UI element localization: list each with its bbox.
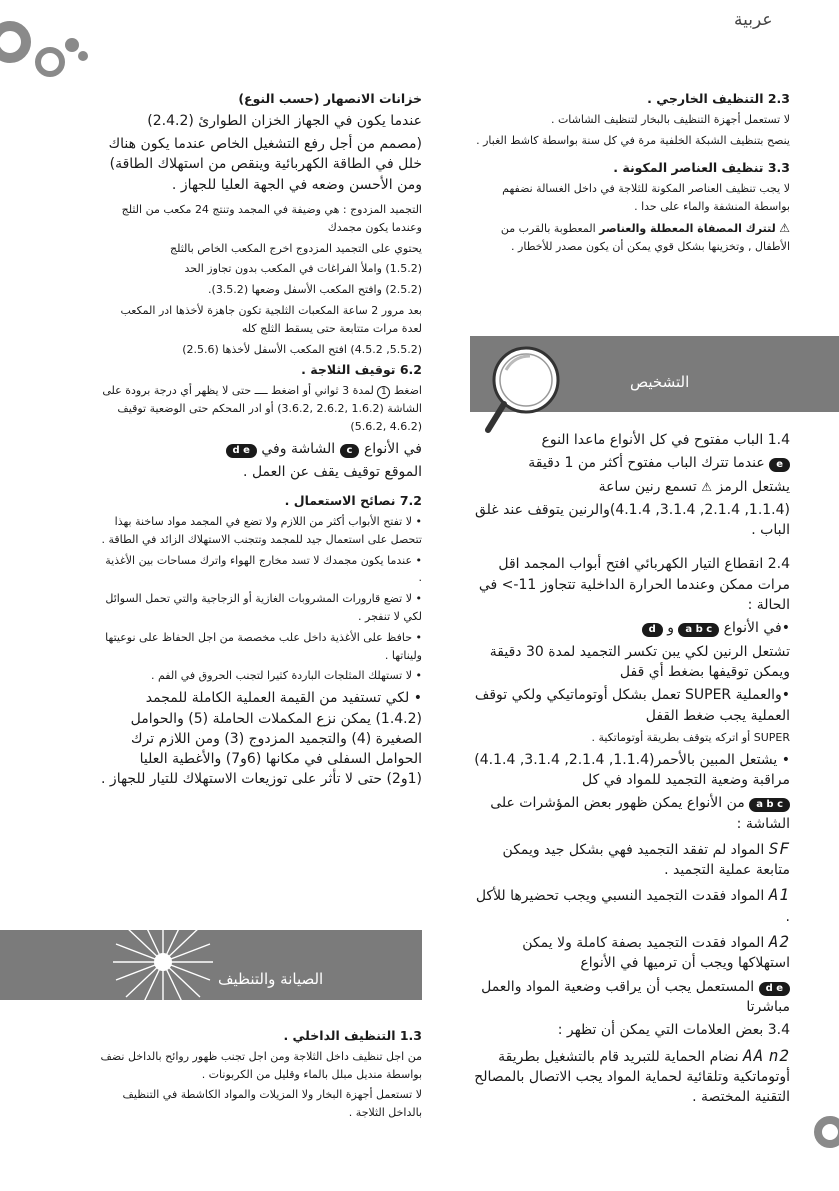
outer-cleaning-paragraph-1: لا تستعمل أجهزة التنظيف بالبخار لتنظيف الشاشات . [550, 112, 790, 126]
power-cut-types-label: •في الأنواع [723, 620, 790, 637]
type-e-badge-icon: e [769, 458, 790, 472]
stop-paragraph-2 [100, 439, 422, 459]
power-cut-bullet-2: •والعملية SUPER تعمل بشكل أوتوماتيكي ولكي توقف العملية يجب ضغط القفل [474, 687, 790, 724]
type-abc-badge-icon: a b c [678, 623, 719, 637]
inner-cleaning-paragraph-2: لا تستعمل أجهزة البخار ولا المزيلات والمواد الكاشطة في التنظيف بالداخل الثلاجة . [122, 1088, 422, 1120]
signs-codes-row [470, 1044, 790, 1108]
diagnosis-block [470, 430, 790, 1110]
tips-item-6: • لكي تستفيد من القيمة العملية الكاملة للمجمد (1.4.2) يمكن نزع المكملات الحاملة (5) والحوامل الصغيرة (4) والتجميد المزدوج (3) ومن اللازم ترك الحوامل السفلى في مكانها (6و7) والأغطية العليا (1و2) حتى لا تأثر على توزيعات الاستهلاك للتيار للجهاز . [101, 690, 422, 788]
ice-paragraph-5: بعد مرور 2 ساعة المكعبات الثلجية تكون جاهزة لأخذها ادر المكعب لعدة مرات متتابعة حتى يسقط الثلج كله [120, 304, 422, 335]
stop-press-label: اضغط [393, 384, 422, 398]
code-a2-row [470, 930, 790, 974]
tips-item-2: • عندما يكون مجمدك لا تسد مخارج الهواء واترك مساحات بين الأغذية . [105, 553, 422, 585]
inner-cleaning-paragraph-1: من اجل تنظيف داخل الثلاجة ومن اجل تجنب ظهور روائح بالداخل نضف بواسطة منديل مبلل بالماء وقليل من الكربونات . [100, 1049, 422, 1081]
code-n2-icon: n2 [768, 1045, 790, 1065]
stop-press-text: لمدة 3 ثواني أو اضغط ــــ حتى لا يظهر أي درجة برودة على الشاشة (1.6.2 ,2.6.2 ,3.6.2) أو ادر المحكم حتى الوضعية توقيف (4.6.2 ,5.6.2) [102, 384, 422, 433]
power-cut-and: و [667, 620, 674, 637]
tips-heading: 7.2 نصائح الاستعمال . [284, 493, 422, 509]
power-cut-bullet-3: SUPER أو اتركه يتوقف بطريقة أوتوماتكية . [591, 730, 790, 744]
tips-item-5: • لا تستهلك المثلجات الباردة كثيرا لتجنب الحروق في الفم . [150, 669, 422, 683]
type-d-badge-icon: d [642, 623, 663, 637]
code-a1-icon: A1 [768, 885, 790, 905]
warning-block [470, 219, 790, 256]
stop-paragraph-3: الموقع توقيف يقف عن العمل . [243, 463, 422, 480]
signs-protection-text: نضام الحماية للتبريد قام بالتشغيل بطريقة أوتوماتكية وتلقائية لحماية المواد يجب الاتصال بالمصالح التقنية المختصة . [474, 1048, 790, 1106]
outer-cleaning-paragraph-2: ينصح بتنظيف الشبكة الخلفية مرة في كل سنة بواسطة كاشط الغبار . [476, 133, 790, 147]
decorative-circles-icon [0, 12, 95, 92]
door-open-symbol-label: يشتعل الرمز [716, 478, 790, 495]
tanks-heading: خزانات الانصهار (حسب النوع) [238, 91, 422, 106]
tanks-paragraph-2: (مصمم من أجل رفع التشغيل الخاص عندما يكون هناك خلل في الطاقة الكهربائية وينقص من استهلاك الطاقة) ومن الأحسن وضعه في الجهة العليا للجهاز . [108, 136, 422, 193]
tips-item-1: • لا تفتح الأبواب أكثر من اللازم ولا تضع في المجمد مواد ساخنة بهذا تتحصل على استعمال جيد للمجمد وتتجنب الاستهلاك الزائد في الطاقة . [101, 514, 422, 546]
door-open-line-1: 1.4 الباب مفتوح في كل الأنواع ماعدا النوع [541, 432, 790, 448]
language-label: عربية [734, 10, 773, 30]
tips-item-4: • حافظ على الأغذية داخل علب مخصصة من اجل الحفاظ على نوعيتها وليناتها . [105, 630, 422, 662]
magnifier-icon [478, 340, 578, 436]
door-open-text: عندما تترك الباب مفتوح أكثر من 1 دقيقة [528, 455, 765, 472]
type-de-badge-icon: d e [226, 444, 257, 458]
power-cut-paragraph: 2.4 انقطاع التيار الكهربائي افتح أبواب المجمد اقل مرات ممكن وعندما الحرارة الداخلية تتجاوز 11-> في الحالة : [478, 556, 790, 614]
stop-screen-label: الشاشة وفي [261, 440, 336, 457]
code-a2-row-2 [470, 977, 790, 1018]
door-open-beep-label: تسمع رنين ساعة [598, 478, 697, 495]
sparkle-icon [108, 912, 218, 1012]
power-button-icon: 1 [377, 386, 390, 399]
power-cut-indicators-text: من الأنواع يمكن ظهور بعض المؤشرات على الشاشة : [490, 795, 790, 832]
type-c-badge-icon: c [340, 444, 360, 458]
warning-text: المعطوبة بالقرب من الأطفال , وتخزينها بشكل قوي يمكن أن يكون مصدر للأخطار . [500, 221, 790, 254]
power-cut-types [470, 618, 790, 638]
type-abc-badge-2-icon: a b c [749, 798, 790, 812]
door-open-line-3 [470, 477, 790, 497]
code-sf-icon: SF [768, 838, 790, 858]
inner-cleaning-block [100, 1027, 422, 1125]
outer-cleaning-heading: 2.3 التنظيف الخارجي . [647, 91, 790, 106]
stop-heading: 6.2 توقيف الثلاجة . [301, 362, 422, 378]
ice-paragraph-4: (2.5.2) وافتح المكعب الأسفل وضعها (3.5.2). [208, 283, 422, 297]
ice-paragraph-1: التجميد المزدوج : هي وضيفة في المجمد وتنتج 24 مكعب من الثلج وعندما يكون مجمدك [121, 202, 422, 234]
type-de-badge-2-icon: d e [759, 982, 790, 996]
parts-cleaning-paragraph: لا يجب تنظيف العناصر المكونة للثلاجة في داخل الغسالة نضفهم بواسطة المنشفة والماء على حدا . [502, 182, 790, 213]
code-a2-icon: A2 [768, 932, 790, 952]
power-cut-bullet-5 [470, 793, 790, 834]
left-column [100, 90, 422, 793]
code-a2-text-2: المستعمل يجب أن يراقب وضعية المواد والعمل مباشرتا [481, 978, 790, 1015]
code-sf-row [470, 837, 790, 881]
right-column [470, 90, 790, 259]
stop-types-label: في الأنواع [363, 440, 422, 457]
decorative-ring-icon [806, 1112, 839, 1152]
parts-cleaning-heading: 3.3 تنظيف العناصر المكونة . [613, 160, 790, 176]
code-aa-icon: AA [743, 1045, 765, 1065]
code-a1-row [470, 883, 790, 927]
inner-cleaning-heading: 1.3 التنظيف الداخلي . [283, 1028, 422, 1043]
code-a1-text: المواد فقدت التجميد النسبي ويجب تحضيرها للأكل . [475, 888, 790, 925]
alert-triangle-icon: ⚠ [701, 479, 713, 494]
tanks-paragraph-1: عندما يكون في الجهاز الخزان الطوارئ (2.4.2) [147, 112, 422, 129]
stop-paragraph-1 [100, 382, 422, 435]
code-a2-text: المواد فقدت التجميد بصفة كاملة ولا يمكن استهلاكها ويجب أن ترميها في الأنواع [522, 935, 790, 972]
signs-paragraph: 3.4 بعض العلامات التي يمكن أن تظهر : [557, 1022, 790, 1039]
ice-paragraph-2: يحتوي على التجميد المزدوج اخرج المكعب الخاص بالثلج [169, 241, 422, 255]
door-open-line-4: (1.1.4, 2.1.4, 3.1.4, 4.1.4)والرنين يتوقف عند غلق الباب . [474, 501, 790, 539]
ice-paragraph-3: (1.5.2) واملأ الفراغات في المكعب بدون تجاوز الحد [184, 262, 422, 276]
warning-triangle-icon: ⚠ [779, 220, 790, 235]
tips-item-3: • لا تضع قارورات المشروبات الغازية أو الزجاجية والتي تحمل السوائل لكي لا تنفجر . [105, 592, 422, 624]
ice-paragraph-6: (5.5.2, 4.5.2) افتح المكعب الأسفل لأخذها (2.5.6) [182, 342, 422, 356]
door-open-line-2 [470, 453, 790, 473]
diagnosis-title: التشخيص [630, 373, 690, 391]
power-cut-bullet-1: تشتعل الرنين لكي يبن تكسر التجميد لمدة 30 دقيقة ويمكن توقيفها بضغط أي قفل [489, 643, 790, 680]
maintenance-title: الصيانة والتنظيف [218, 970, 324, 988]
power-cut-bullet-4: • يشتعل المبين بالأحمر(1.1.4, 2.1.4, 3.1.4, 4.1.4) مراقبة وضعية التجميد للمواد في كل [474, 751, 790, 788]
warning-title: لتترك المصفاة المعطلة والعناصر [599, 221, 776, 235]
code-sf-text: المواد لم تفقد التجميد فهي بشكل جيد ويمكن متابعة عملية التجميد . [502, 841, 790, 879]
